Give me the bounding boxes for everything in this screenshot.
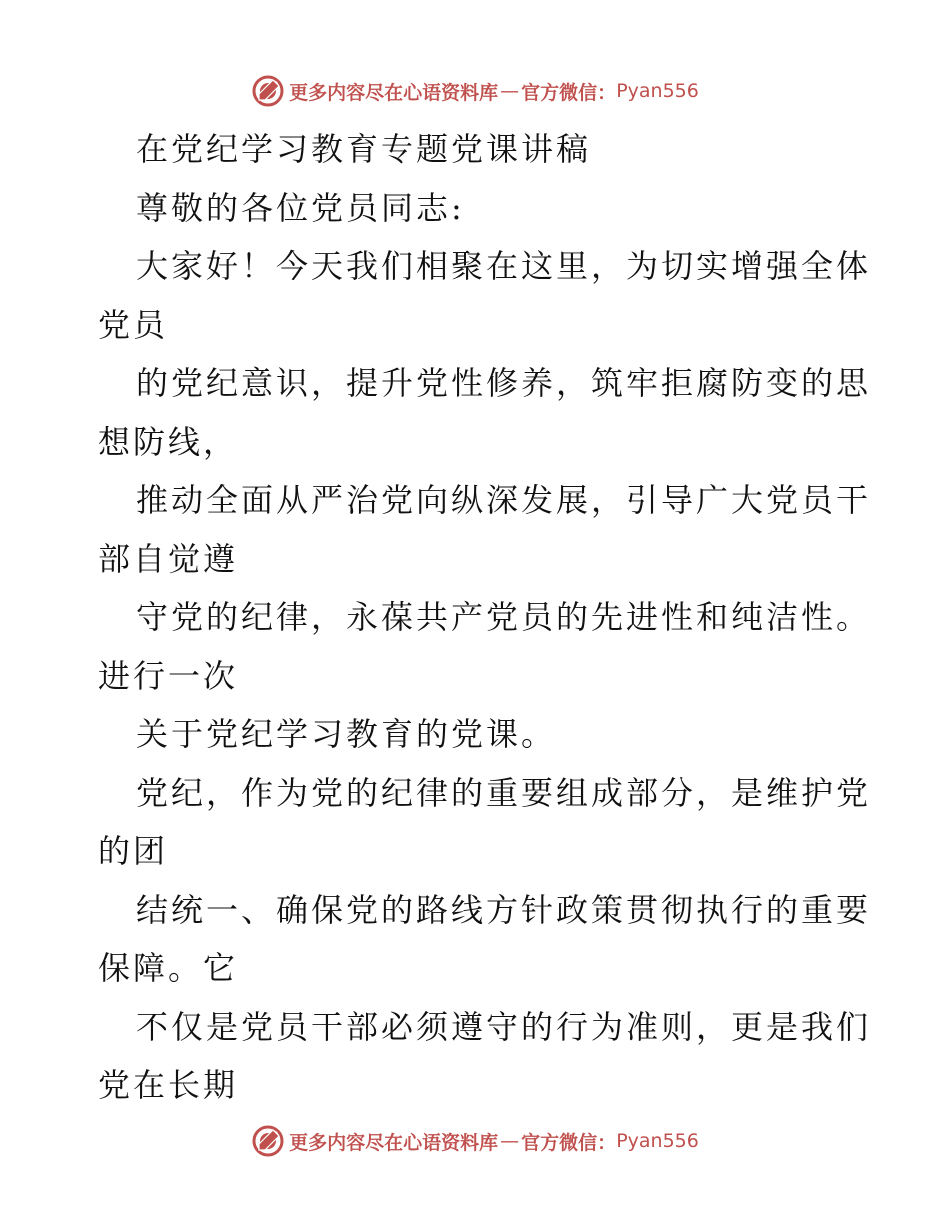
body-line: 党纪，作为党的纪律的重要组成部分，是维护党 bbox=[136, 773, 872, 812]
document-title: 在党纪学习教育专题党课讲稿 bbox=[136, 130, 592, 168]
footer-wechat-id: Pyan556 bbox=[616, 1130, 699, 1152]
body-line: 推动全面从严治党向纵深发展，引导广大党员干 bbox=[136, 481, 872, 519]
body-line: 关于党纪学习教育的党课。 bbox=[136, 715, 557, 753]
header-dash: — bbox=[500, 80, 520, 102]
header-promo-text: 更多内容尽在心语资料库 bbox=[289, 81, 499, 104]
document-body bbox=[98, 120, 872, 1115]
salutation: 尊敬的各位党员同志: bbox=[136, 188, 465, 227]
pen-logo-icon bbox=[251, 1124, 285, 1158]
footer-banner bbox=[0, 1121, 950, 1161]
body-line: 党员 bbox=[98, 305, 169, 344]
body-line: 大家好！今天我们相聚在这里，为切实增强全体 bbox=[136, 247, 872, 285]
footer-dash: — bbox=[500, 1130, 520, 1152]
pen-logo-icon bbox=[251, 74, 285, 108]
body-line: 的团 bbox=[98, 832, 169, 870]
footer-promo-text: 更多内容尽在心语资料库 bbox=[289, 1131, 499, 1154]
footer-wechat-label: 官方微信： bbox=[521, 1131, 617, 1154]
body-line: 想防线， bbox=[98, 422, 239, 461]
body-line: 保障。它 bbox=[98, 949, 239, 987]
header-wechat-id: Pyan556 bbox=[616, 80, 699, 102]
body-line: 结统一、确保党的路线方针政策贯彻执行的重要 bbox=[136, 890, 872, 929]
body-line: 党在长期 bbox=[98, 1066, 239, 1104]
body-line: 不仅是党员干部必须遵守的行为准则，更是我们 bbox=[136, 1007, 872, 1046]
header-banner bbox=[0, 71, 950, 111]
body-line: 守党的纪律，永葆共产党员的先进性和纯洁性。 bbox=[136, 598, 872, 636]
body-line: 的党纪意识，提升党性修养，筑牢拒腐防变的思 bbox=[136, 364, 872, 402]
body-line: 进行一次 bbox=[98, 656, 239, 695]
body-line: 部自觉遵 bbox=[98, 539, 239, 578]
header-wechat-label: 官方微信： bbox=[521, 81, 617, 104]
